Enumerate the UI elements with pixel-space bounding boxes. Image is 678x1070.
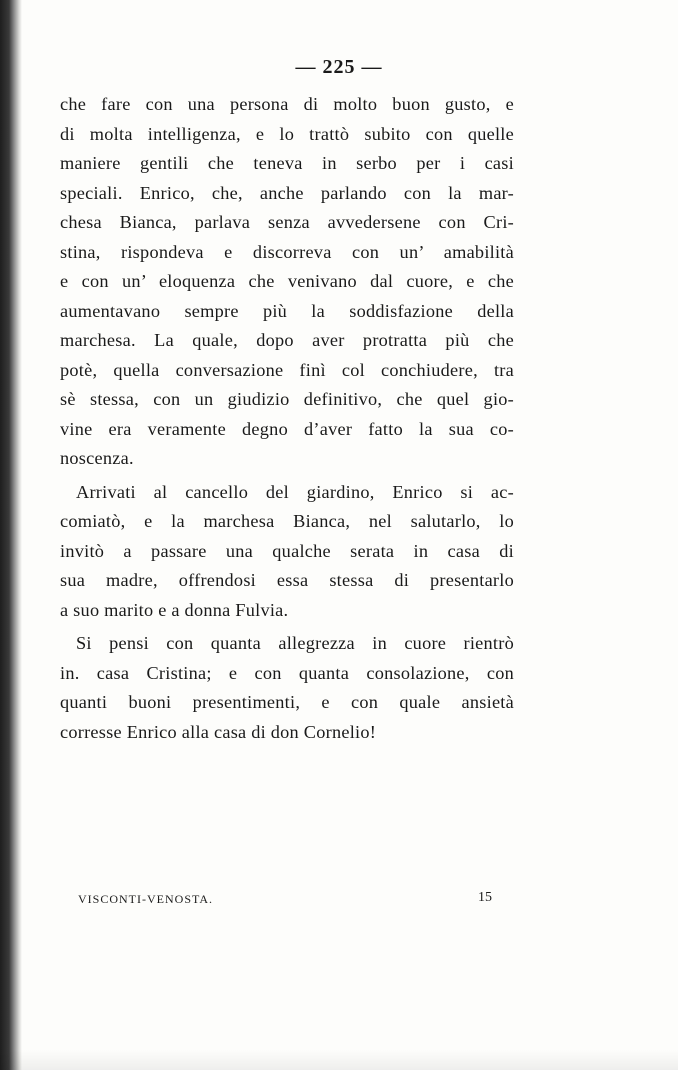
- text-line: invitò a passare una qualche serata in casa di: [60, 540, 514, 561]
- paragraph-2: [60, 478, 514, 626]
- text-line: sè stessa, con un giudizio definitivo, che quel gio-: [60, 389, 514, 409]
- text-line: sua madre, offrendosi essa stessa di presentarlo: [60, 570, 514, 590]
- paragraph-3: [60, 629, 514, 747]
- text-line: speciali. Enrico, che, anche parlando con la mar-: [60, 182, 514, 203]
- footer-signature: VISCONTI-VENOSTA.: [78, 892, 214, 906]
- text-line: quanti buoni presentimenti, e con quale ansietà: [60, 692, 514, 712]
- page-bottom-shadow: [0, 1050, 678, 1070]
- paragraph-1: [60, 90, 514, 474]
- text-line: corresse Enrico alla casa di don Cornelio!: [60, 721, 377, 742]
- text-line: Si pensi con quanta allegrezza in cuore rientrò: [76, 633, 514, 653]
- text-line: a suo marito e a donna Fulvia.: [60, 599, 289, 620]
- text-line: aumentavano sempre più la soddisfazione della: [60, 300, 514, 321]
- text-line: Arrivati al cancello del giardino, Enrico si ac-: [76, 481, 514, 502]
- footer-signature-number: 15: [478, 890, 492, 905]
- text-line: marchesa. La quale, dopo aver protratta più che: [60, 330, 514, 350]
- text-line: stina, rispondeva e discorreva con un’ amabilità: [60, 241, 514, 262]
- text-line: e con un’ eloquenza che venivano dal cuore, e che: [60, 271, 514, 291]
- page-number: — 225 —: [295, 56, 383, 78]
- text-line: vine era veramente degno d’aver fatto la sua co-: [60, 418, 514, 439]
- text-line: noscenza.: [60, 448, 134, 468]
- text-line: in. casa Cristina; e con quanta consolazione, con: [60, 662, 514, 683]
- text-line: di molta intelligenza, e lo trattò subito con quelle: [60, 123, 514, 144]
- text-line: potè, quella conversazione finì col conchiudere, tra: [60, 359, 514, 380]
- page-binding-edge: [0, 0, 22, 1070]
- text-line: che fare con una persona di molto buon gusto, e: [60, 94, 514, 114]
- body-text: [60, 90, 514, 747]
- text-line: chesa Bianca, parlava senza avvedersene con Cri-: [60, 212, 514, 232]
- text-line: comiatò, e la marchesa Bianca, nel salutarlo, lo: [60, 511, 514, 531]
- text-line: maniere gentili che teneva in serbo per i casi: [60, 153, 514, 173]
